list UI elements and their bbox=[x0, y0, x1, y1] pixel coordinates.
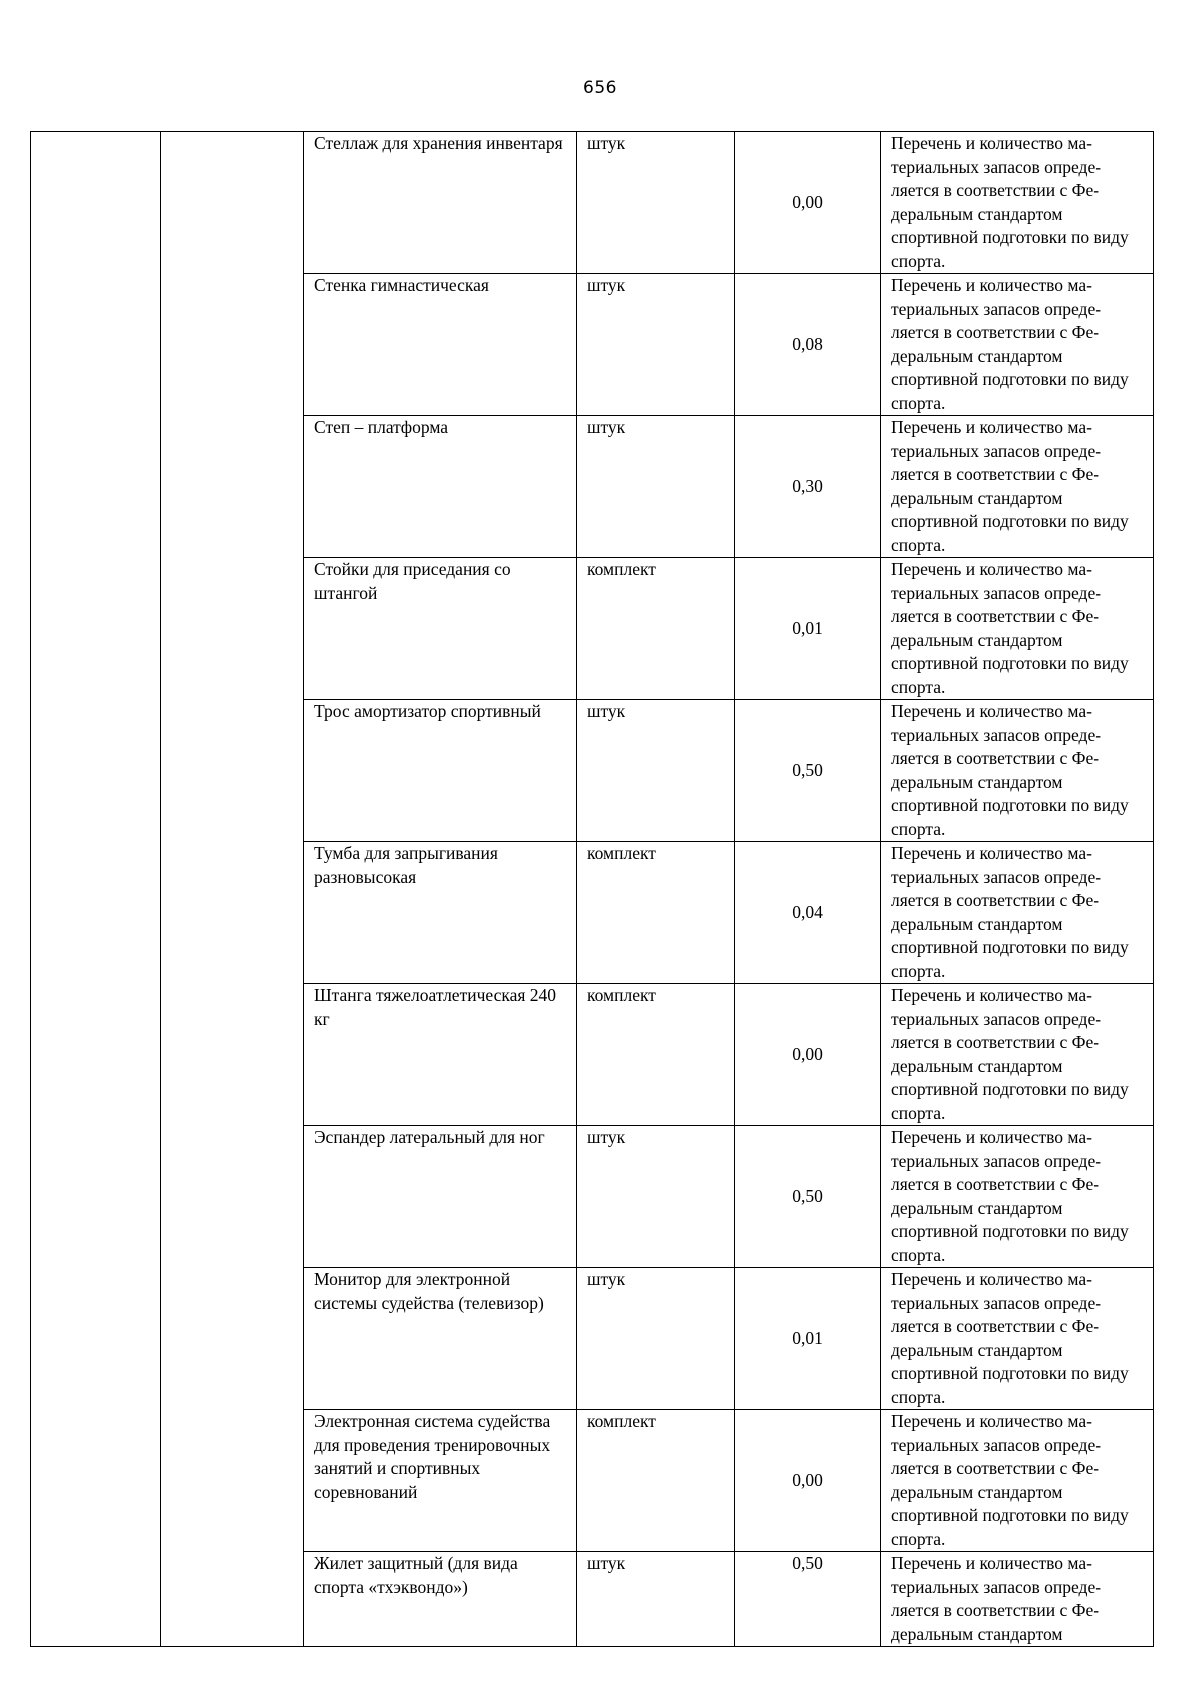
unit-cell: комплект bbox=[577, 1410, 735, 1552]
unit-cell: штук bbox=[577, 1126, 735, 1268]
note-cell: Перечень и количество ма-териальных запасов опреде-ляется в соответствии с Фе-деральным стандартом спортивной подготовки по виду спорта. bbox=[881, 700, 1154, 842]
note-cell: Перечень и количество ма-териальных запасов опреде-ляется в соответствии с Фе-деральным стандартом спортивной подготовки по виду спорта. bbox=[881, 1126, 1154, 1268]
item-name-cell: Стеллаж для хранения инвентаря bbox=[304, 132, 577, 274]
unit-cell: штук bbox=[577, 1268, 735, 1410]
item-name-cell: Стойки для приседания со штангой bbox=[304, 558, 577, 700]
note-cell: Перечень и количество ма-териальных запасов опреде-ляется в соответствии с Фе-деральным стандартом спортивной подготовки по виду спорта. bbox=[881, 842, 1154, 984]
quantity-cell: 0,08 bbox=[735, 274, 881, 416]
quantity-cell: 0,00 bbox=[735, 984, 881, 1126]
equipment-table bbox=[30, 131, 1154, 1647]
quantity-cell: 0,04 bbox=[735, 842, 881, 984]
item-name-cell: Монитор для электронной системы судейства (телевизор) bbox=[304, 1268, 577, 1410]
item-name-cell: Эспандер латеральный для ног bbox=[304, 1126, 577, 1268]
unit-cell: штук bbox=[577, 416, 735, 558]
note-cell: Перечень и количество ма-териальных запасов опреде-ляется в соответствии с Фе-деральным стандартом спортивной подготовки по виду спорта. bbox=[881, 984, 1154, 1126]
item-name-cell: Электронная система судейства для проведения тренировочных занятий и спортивных соревнований bbox=[304, 1410, 577, 1552]
item-name-cell: Штанга тяжелоатлетическая 240 кг bbox=[304, 984, 577, 1126]
unit-cell: комплект bbox=[577, 984, 735, 1126]
quantity-cell: 0,50 bbox=[735, 1126, 881, 1268]
note-cell: Перечень и количество ма-териальных запасов опреде-ляется в соответствии с Фе-деральным стандартом спортивной подготовки по виду спорта. bbox=[881, 558, 1154, 700]
page-number: 656 bbox=[583, 78, 617, 98]
note-cell: Перечень и количество ма-териальных запасов опреде-ляется в соответствии с Фе-деральным стандартом спортивной подготовки по виду спорта. bbox=[881, 416, 1154, 558]
item-name-cell: Тумба для запрыгивания разновысокая bbox=[304, 842, 577, 984]
note-cell: Перечень и количество ма-териальных запасов опреде-ляется в соответствии с Фе-деральным стандартом спортивной подготовки по виду спорта. bbox=[881, 274, 1154, 416]
unit-cell: комплект bbox=[577, 558, 735, 700]
note-cell: Перечень и количество ма-териальных запасов опреде-ляется в соответствии с Фе-деральным стандартом спортивной подготовки по виду спорта. bbox=[881, 1268, 1154, 1410]
quantity-cell: 0,30 bbox=[735, 416, 881, 558]
quantity-cell: 0,50 bbox=[735, 700, 881, 842]
item-name-cell: Степ – платформа bbox=[304, 416, 577, 558]
quantity-cell: 0,01 bbox=[735, 1268, 881, 1410]
quantity-cell: 0,00 bbox=[735, 132, 881, 274]
blank-cell-col1 bbox=[31, 132, 161, 1647]
unit-cell: штук bbox=[577, 274, 735, 416]
quantity-cell: 0,01 bbox=[735, 558, 881, 700]
unit-cell: штук bbox=[577, 132, 735, 274]
table-row bbox=[31, 132, 1154, 274]
unit-cell: штук bbox=[577, 1552, 735, 1647]
unit-cell: штук bbox=[577, 700, 735, 842]
note-cell: Перечень и количество ма-териальных запасов опреде-ляется в соответствии с Фе-деральным стандартом bbox=[881, 1552, 1154, 1647]
item-name-cell: Трос амортизатор спортивный bbox=[304, 700, 577, 842]
blank-cell-col2 bbox=[161, 132, 304, 1647]
unit-cell: комплект bbox=[577, 842, 735, 984]
item-name-cell: Стенка гимнастическая bbox=[304, 274, 577, 416]
note-cell: Перечень и количество ма-териальных запасов опреде-ляется в соответствии с Фе-деральным стандартом спортивной подготовки по виду спорта. bbox=[881, 132, 1154, 274]
quantity-cell: 0,00 bbox=[735, 1410, 881, 1552]
note-cell: Перечень и количество ма-териальных запасов опреде-ляется в соответствии с Фе-деральным стандартом спортивной подготовки по виду спорта. bbox=[881, 1410, 1154, 1552]
item-name-cell: Жилет защитный (для вида спорта «тхэквондо») bbox=[304, 1552, 577, 1647]
quantity-cell: 0,50 bbox=[735, 1552, 881, 1647]
